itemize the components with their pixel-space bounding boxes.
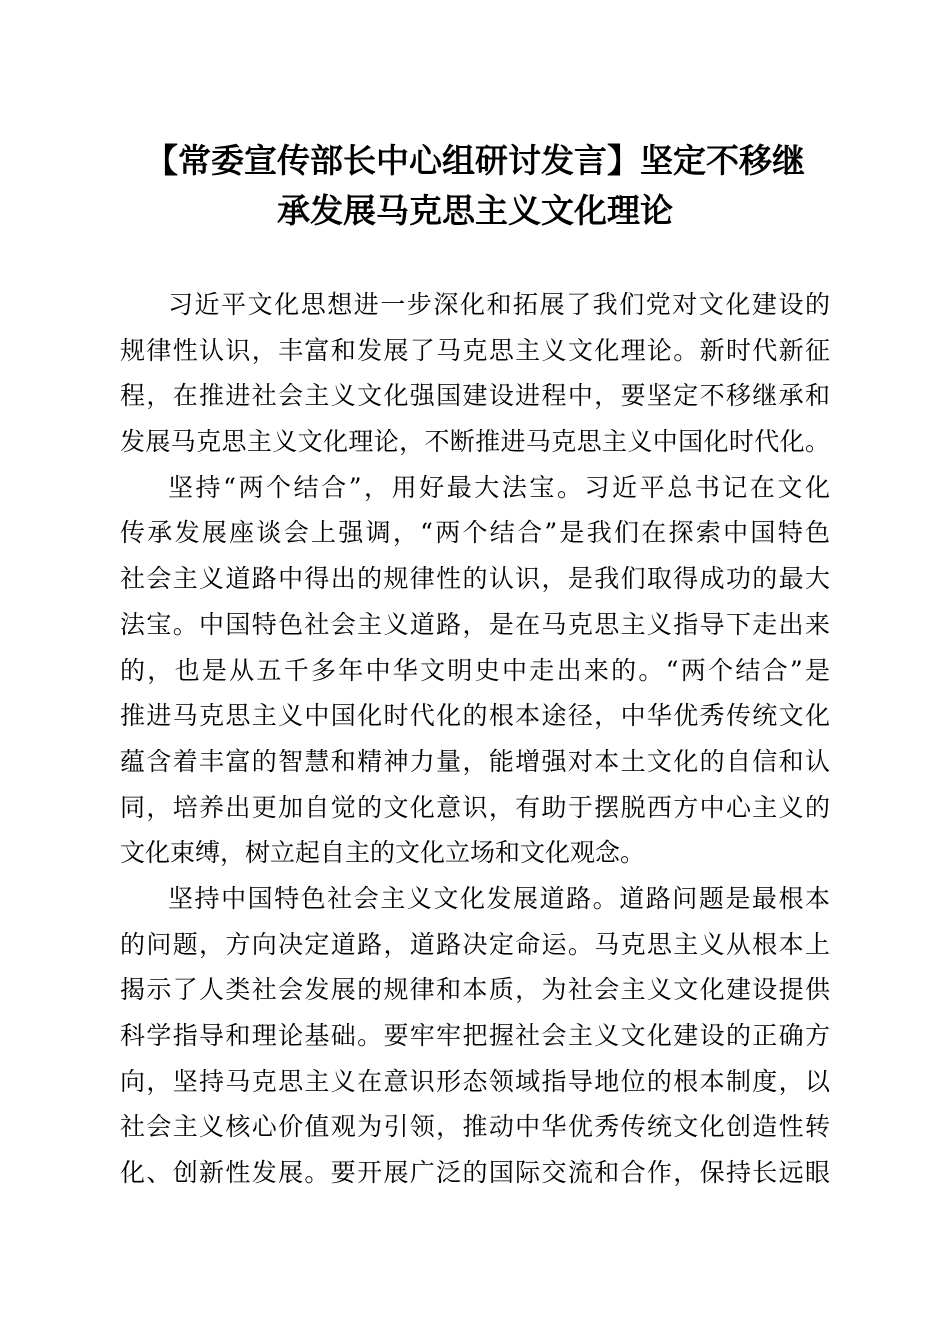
title-line: 承发展马克思主义文化理论 (277, 191, 673, 230)
text-line: 的，也是从五千多年中华文明史中走出来的。“两个结合”是 (120, 655, 830, 685)
text-line: 文化束缚，树立起自主的文化立场和文化观念。 (120, 838, 646, 868)
text-line: 揭示了人类社会发展的规律和本质，为社会主义文化建设提供 (120, 975, 830, 1005)
text-line: 的问题，方向决定道路，道路决定命运。马克思主义从根本上 (120, 929, 830, 959)
text-line: 习近平文化思想进一步深化和拓展了我们党对文化建设的 (168, 290, 830, 319)
text-line: 规律性认识，丰富和发展了马克思主义文化理论。新时代新征 (120, 335, 830, 365)
text-line: 社会主义核心价值观为引领，推动中华优秀传统文化创造性转 (120, 1112, 830, 1142)
text-line: 向，坚持马克思主义在意识形态领域指导地位的根本制度，以 (120, 1066, 830, 1096)
text-line: 发展马克思主义文化理论，不断推进马克思主义中国化时代化。 (120, 427, 830, 457)
text-line: 坚持中国特色社会主义文化发展道路。道路问题是最根本 (168, 883, 830, 913)
text-line: 法宝。中国特色社会主义道路，是在马克思主义指导下走出来 (120, 609, 830, 639)
text-line: 蕴含着丰富的智慧和精神力量，能增强对本土文化的自信和认 (120, 746, 830, 776)
text-line: 同，培养出更加自觉的文化意识，有助于摆脱西方中心主义的 (120, 792, 830, 822)
document-body (120, 282, 830, 1196)
text-line: 科学指导和理论基础。要牢牢把握社会主义文化建设的正确方 (120, 1021, 830, 1050)
title-line: 【常委宣传部长中心组研讨发言】坚定不移继 (145, 141, 805, 180)
text-line: 程，在推进社会主义文化强国建设进程中，要坚定不移继承和 (120, 381, 830, 411)
text-line: 传承发展座谈会上强调，“两个结合”是我们在探索中国特色 (120, 518, 830, 548)
text-line: 社会主义道路中得出的规律性的认识，是我们取得成功的最大 (120, 564, 830, 594)
text-line: 化、创新性发展。要开展广泛的国际交流和合作，保持长远眼 (120, 1158, 830, 1188)
paragraph-1 (120, 282, 830, 465)
text-line: 推进马克思主义中国化时代化的根本途径，中华优秀传统文化 (120, 701, 830, 731)
paragraph-3 (120, 876, 830, 1196)
document-title (110, 136, 840, 236)
text-line: 坚持“两个结合”，用好最大法宝。习近平总书记在文化 (168, 472, 830, 502)
paragraph-2 (120, 465, 830, 876)
